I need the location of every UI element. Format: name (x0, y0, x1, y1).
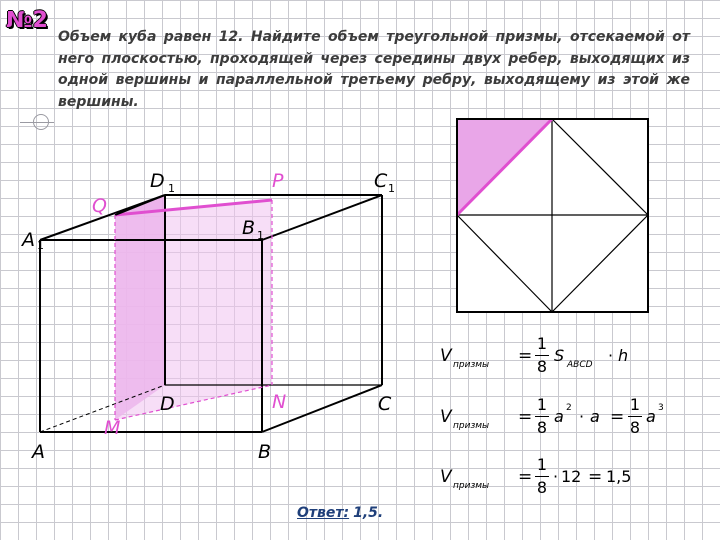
result-value: 1,5 (606, 467, 632, 486)
point-label-P: P (272, 170, 284, 192)
dot-operator: · (579, 407, 585, 426)
point-label-Q: Q (92, 195, 107, 217)
formula-prism-volume (440, 334, 690, 384)
vertex-label-D: D (160, 393, 175, 415)
vertex-label-B1: B (242, 217, 256, 239)
a-symbol: a (646, 407, 656, 426)
vertex-label-C: C (378, 393, 392, 415)
formula-substitution (440, 395, 690, 445)
point-label-M: M (104, 417, 121, 439)
V-subscript: призмы (453, 481, 490, 491)
vertex-subscript-B1: 1 (257, 229, 264, 242)
vertex-subscript-D1: 1 (168, 182, 175, 195)
equals-sign: = (610, 407, 625, 427)
vertex-label-D1: D (150, 170, 165, 192)
dot-operator: · (608, 346, 614, 365)
dot-operator: · (553, 467, 559, 486)
equals-sign: = (518, 346, 533, 366)
answer-line (297, 505, 383, 521)
vertex-subscript-C1: 1 (388, 182, 395, 195)
cube-exponent: 3 (658, 403, 664, 413)
vertex-label-B: B (258, 441, 272, 463)
S-subscript: ABCD (567, 360, 593, 370)
point-label-N: N (272, 391, 287, 413)
vertex-label-A: A (32, 441, 45, 463)
formula-result (440, 455, 690, 505)
V-symbol: V (440, 407, 452, 427)
S-symbol: S (554, 346, 565, 365)
answer-value: 1,5. (353, 505, 384, 521)
V-symbol: V (440, 467, 452, 487)
h-symbol: h (618, 346, 629, 365)
twelve-value: 12 (561, 467, 582, 486)
vertex-label-C1: C (374, 170, 388, 192)
fraction-one-eighth: 1 8 (536, 334, 548, 376)
problem-statement: Объем куба равен 12. Найдите объем треугольной призмы, отсекаемой от него плоскостью, проходящей через середины двух ребер, выходящих из одной вершины и параллельной третьему ребру, выходящему из этой же вершины. (58, 29, 690, 110)
fraction-one-eighth: 1 8 (536, 455, 548, 497)
equals-sign: = (518, 467, 533, 487)
vertex-label-A1: A (22, 229, 35, 251)
problem-number: №2 (6, 8, 48, 33)
top-view-diagram (457, 119, 648, 312)
V-subscript: призмы (453, 360, 490, 370)
fraction-one-eighth: 1 8 (629, 395, 641, 437)
a-symbol: a (554, 407, 564, 426)
square-exponent: 2 (566, 403, 572, 413)
cube-drawing (20, 170, 395, 463)
fraction-one-eighth: 1 8 (536, 395, 548, 437)
answer-label: Ответ: (297, 505, 350, 521)
V-symbol: V (440, 346, 452, 366)
equals-sign: = (518, 407, 533, 427)
equals-sign: = (588, 467, 603, 487)
V-subscript: призмы (453, 421, 490, 431)
a-symbol: a (590, 407, 600, 426)
vertex-subscript-A1: 1 (37, 239, 44, 252)
